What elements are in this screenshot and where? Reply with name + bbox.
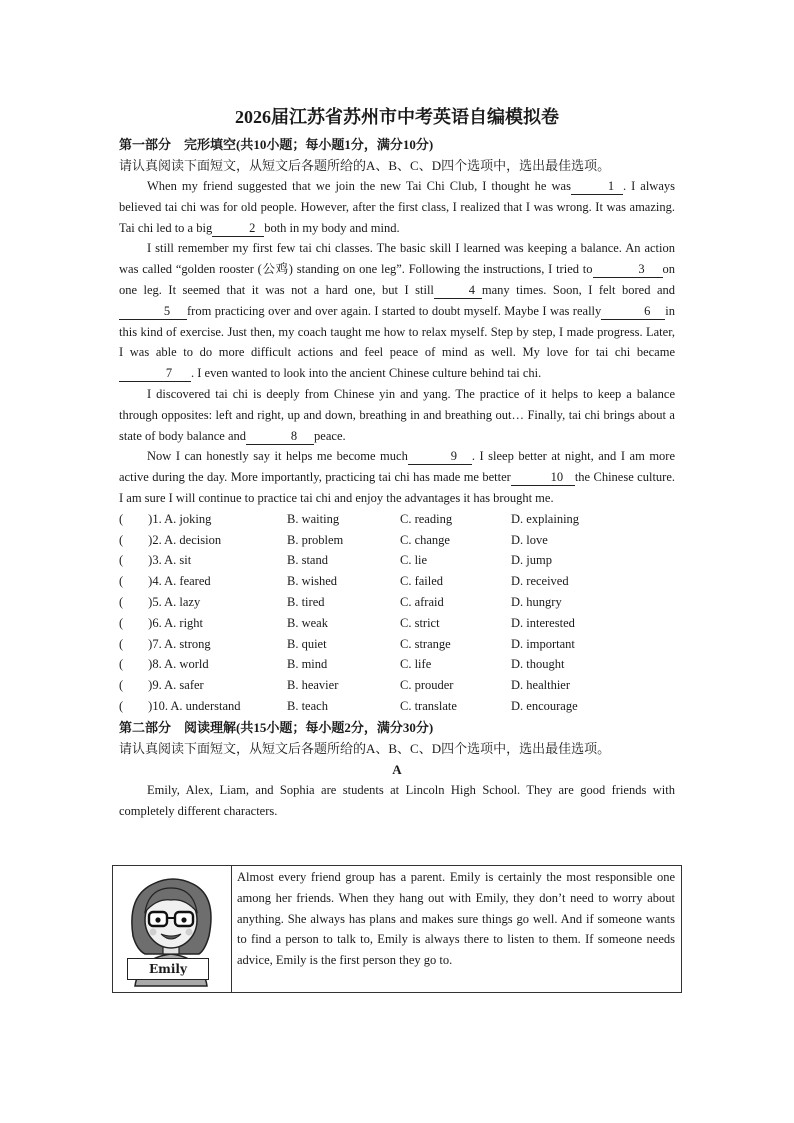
character-box-emily: [112, 865, 682, 993]
emily-description: Almost every friend group has a parent. Emily is certainly the most responsible one among her friends. When they hang out with Emily, they don’t need to worry about anything. She always has plans and makes sure things go well. And if someone wants to find a person to talk to, Emily is always there to listen to them. If someone needs advice, Emily is the first person they go to.: [237, 870, 675, 968]
question-list: [119, 509, 675, 717]
blank-8[interactable]: 8: [246, 429, 314, 445]
question-row[interactable]: ( )2. A. decision B. problem C. change D. love: [119, 532, 548, 547]
blank-1[interactable]: 1: [571, 179, 623, 195]
question-row[interactable]: ( )1. A. joking B. waiting C. reading D. explaining: [119, 511, 580, 526]
question-row[interactable]: ( )9. A. safer B. heavier C. prouder D. healthier: [119, 678, 571, 693]
part1-instruction: 请认真阅读下面短文，从短文后各题所给的A、B、C、D四个选项中，选出最佳选项。: [119, 158, 611, 173]
emily-portrait: [113, 866, 232, 992]
question-row[interactable]: ( )8. A. world B. mind C. life D. thought: [119, 657, 565, 672]
passage-paragraph-1: When my friend suggested that we join the new Tai Chi Club, I thought he was 1 . I always believed tai chi was for old people. However, after the first class, I realized that I was wrong. It was amazing. Tai chi led to a big 2 both in my body and mind.: [119, 179, 675, 235]
part2-instruction: 请认真阅读下面短文，从短文后各题所给的A、B、C、D四个选项中，选出最佳选项。: [119, 740, 611, 756]
blank-7[interactable]: 7: [119, 366, 191, 382]
passage-paragraph-3: I discovered tai chi is deeply from Chinese yin and yang. The practice of it helps to keep a balance through opposites: left and right, up and down, breathing in and breathing out… Finally, tai chi brings about a state of body balance and 8 peace.: [119, 386, 675, 443]
question-row[interactable]: ( )10. A. understand B. teach C. translate D. encourage: [119, 698, 578, 713]
passage-paragraph-2: I still remember my first few tai chi classes. The basic skill I learned was keeping a balance. An action was called “golden rooster (公鸡) standing on one leg”. Following the instructions, I tried to 3 on one leg. It seemed that it was not a hard one, but I still 4 many times. Soon, I felt bored and5 from practicing over and over again. I started to doubt myself. Maybe I was really 6 in this kind of exercise. Just then, my coach taught me how to relax myself. Step by step, I made progress. Later, I was able to do more difficult actions and feel peace of mind as well. My love for tai chi became7 . I even wanted to look into the ancient Chinese culture behind tai chi.: [119, 241, 675, 381]
section-label: A: [392, 761, 402, 777]
question-row[interactable]: ( )3. A. sit B. stand C. lie D. jump: [119, 553, 552, 568]
blank-4[interactable]: 4: [434, 283, 482, 299]
question-row[interactable]: ( )6. A. right B. weak C. strict D. interested: [119, 615, 575, 630]
blank-3[interactable]: 3: [593, 262, 663, 278]
part1-heading: 第一部分 完形填空(共10小题；每小题1分，满分10分): [119, 137, 434, 152]
reading-intro: Emily, Alex, Liam, and Sophia are students at Lincoln High School. They are good friends with completely different characters.: [119, 782, 675, 818]
question-row[interactable]: ( )7. A. strong B. quiet C. strange D. important: [119, 636, 575, 651]
question-row[interactable]: ( )5. A. lazy B. tired C. afraid D. hungry: [119, 594, 562, 609]
exam-title: 2026届江苏省苏州市中考英语自编模拟卷: [235, 107, 559, 127]
blank-6[interactable]: 6: [601, 304, 665, 320]
blank-5[interactable]: 5: [119, 304, 187, 320]
blank-10[interactable]: 10: [511, 470, 575, 486]
exam-page: [119, 100, 675, 821]
question-row[interactable]: ( )4. A. feared B. wished C. failed D. received: [119, 574, 569, 589]
blank-9[interactable]: 9: [408, 449, 472, 465]
part2-heading: 第二部分 阅读理解(共15小题；每小题2分，满分30分): [119, 719, 434, 735]
emily-name-label: Emily: [127, 958, 209, 980]
blank-2[interactable]: 2: [212, 221, 264, 237]
passage-paragraph-4: Now I can honestly say it helps me become much 9 . I sleep better at night, and I am more active during the day. More importantly, practicing tai chi has made me better 10 the Chinese culture. I am sure I will continue to practice tai chi and enjoy the advantages it has brought me.: [119, 449, 676, 505]
